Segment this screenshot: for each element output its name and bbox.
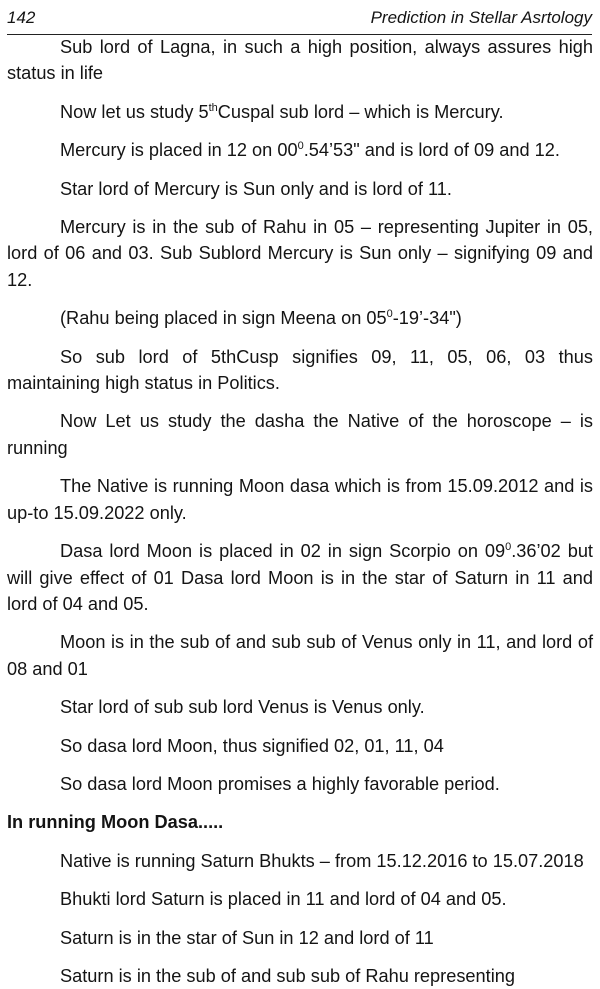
superscript: 0 [386, 308, 393, 321]
paragraph: Star lord of sub sub lord Venus is Venus only. [60, 697, 425, 718]
paragraph: Saturn is in the star of Sun in 12 and lord of 11 [60, 927, 434, 948]
page-header [7, 0, 592, 35]
paragraph: The Native is running Moon dasa which is from 15.09.2012 and is up-to 15.09.2022 only. [7, 476, 593, 523]
superscript: 0 [297, 140, 304, 153]
paragraph: So dasa lord Moon, thus signified 02, 01, 11, 04 [60, 735, 444, 756]
paragraph: Sub lord of Lagna, in such a high position, always assures high status in life [7, 37, 593, 84]
running-title: Prediction in Stellar Asrtology [370, 8, 592, 27]
superscript: th [208, 101, 218, 114]
section-heading: In running Moon Dasa..... [7, 812, 224, 833]
paragraph: Star lord of Mercury is Sun only and is lord of 11. [60, 178, 452, 199]
paragraph: Saturn is in the sub of and sub sub of Rahu representing [60, 965, 515, 986]
page-number: 142 [7, 8, 36, 27]
paragraph: Moon is in the sub of and sub sub of Venus only in 11, and lord of 08 and 01 [7, 632, 593, 679]
paragraph: So sub lord of 5thCusp signifies 09, 11, 05, 06, 03 thus maintaining high status in Politics. [7, 346, 593, 394]
paragraph: (Rahu being placed in sign Meena on $05^0-19’-34$") [60, 308, 462, 329]
paragraph: Bhukti lord Saturn is placed in 11 and lord of 04 and 05. [60, 889, 507, 910]
body-text [7, 34, 593, 989]
superscript: 0 [505, 541, 512, 554]
paragraph: Dasa lord Moon is placed in 02 in sign Scorpio on $09^0.36’02$ but will give effect of 01 Dasa lord Moon is in the star of Saturn in 11 and lord of 04 and 05. [7, 541, 593, 614]
paragraph: Mercury is placed in 12 on $00^0.54’53$" and is lord of 09 and 12. [60, 140, 560, 161]
paragraph: Now let us study 5thCuspal sub lord – which is Mercury. [60, 101, 504, 122]
paragraph: So dasa lord Moon promises a highly favorable period. [60, 773, 500, 794]
paragraph: Native is running Saturn Bhukts – from 15.12.2016 to 15.07.2018 [60, 850, 584, 871]
paragraph: Mercury is in the sub of Rahu in 05 – representing Jupiter in 05, lord of 06 and 03. Sub Sublord Mercury is Sun only – signifying 09 and 12. [7, 217, 593, 290]
paragraph: Now Let us study the dasha the Native of the horoscope – is running [7, 411, 593, 458]
